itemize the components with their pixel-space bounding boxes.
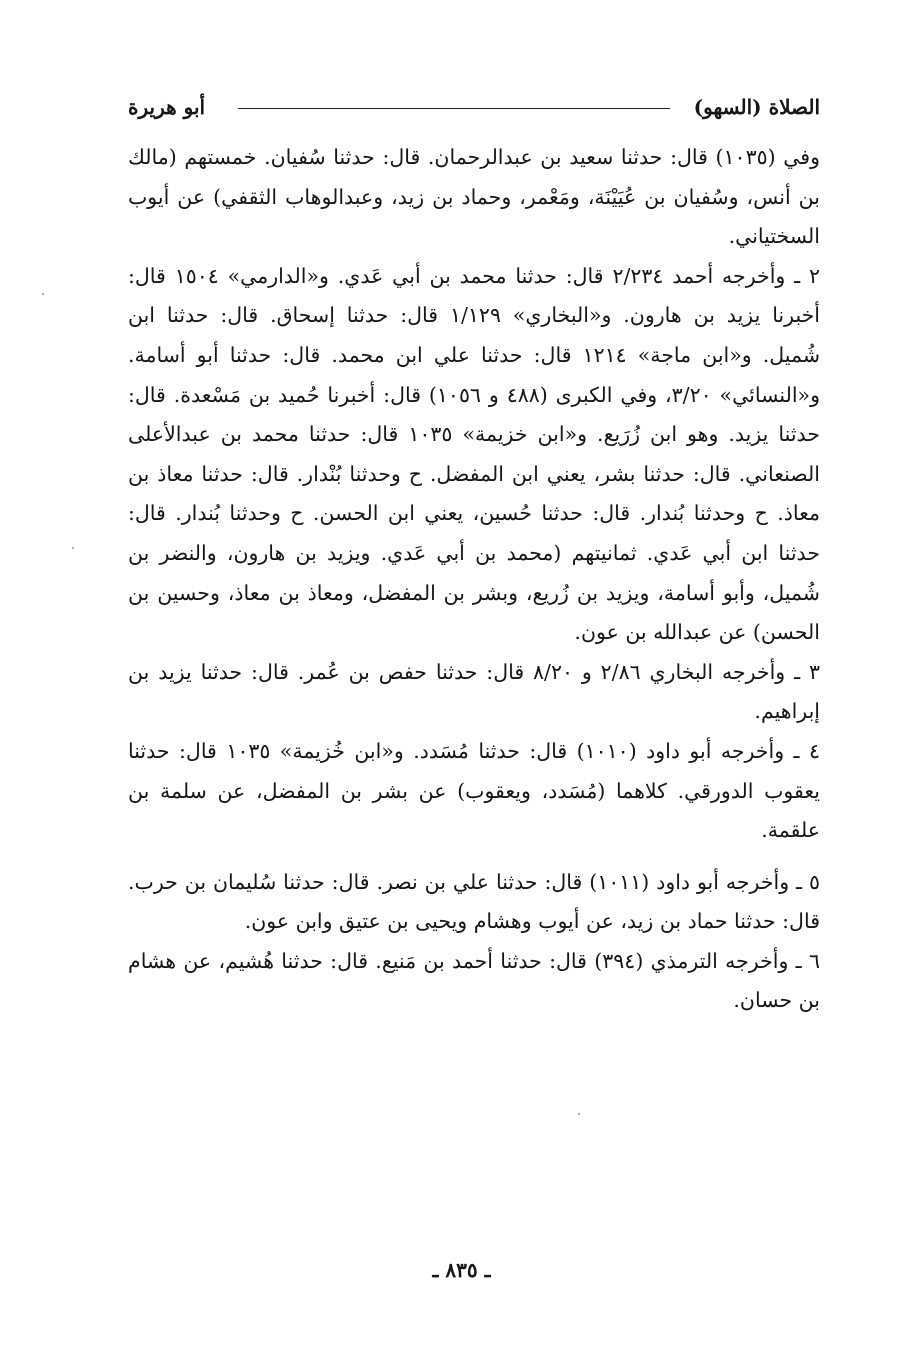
paragraph-4: ٤ ـ وأخرجه أبو داود (١٠١٠) قال: حدثنا مُسَدد. و«ابن خُزيمة» ١٠٣٥ قال: حدثنا يعقوب الدورقي. كلاهما (مُسَدد، ويعقوب) عن بشر بن المفضل، عن سلمة بن علقمة.	[128, 738, 821, 843]
scan-speck	[72, 547, 74, 549]
paragraph-1: وفي (١٠٣٥) قال: حدثنا سعيد بن عبدالرحمان. قال: حدثنا سُفيان. خمستهم (مالك بن أنس، وسُفيان بن عُيَيْنَة، ومَعْمر، وحماد بن زيد، وعبدالوهاب الثقفي) عن أيوب السختياني.	[128, 145, 820, 249]
paragraph-3: ٣ ـ وأخرجه البخاري ٢/٨٦ و ٨/٢٠ قال: حدثنا حفص بن عُمر. قال: حدثنا يزيد بن إبراهيم.	[128, 659, 821, 724]
scan-speck	[42, 293, 44, 295]
section-title: الصلاة (السهو)	[693, 95, 820, 119]
header-rule	[238, 108, 670, 109]
paragraph-2: ٢ ـ وأخرجه أحمد ٢/٢٣٤ قال: حدثنا محمد بن أبي عَدي. و«الدارمي» ١٥٠٤ قال: أخبرنا يزيد بن هارون. و«البخاري» ١/١٢٩ قال: حدثنا إسحاق. قال: حدثنا ابن شُميل. و«ابن ماجة» ١٢١٤ قال: حدثنا علي ابن محمد. قال: حدثنا أبو أسامة. و«النسائي» ٣/٢٠، وفي الكبرى (٤٨٨ و ١٠٥٦) قال: أخبرنا حُميد بن مَسْعدة. قال: حدثنا يزيد. وهو ابن زُرَيع. و«ابن خزيمة» ١٠٣٥ قال: حدثنا محمد بن عبدالأعلى الصنعاني. قال: حدثنا بشر، يعني ابن المفضل. ح وحدثنا بُنْدار. قال: حدثنا معاذ بن معاذ. ح وحدثنا بُندار. قال: حدثنا حُسين، يعني ابن الحسن. ح وحدثنا بُندار. قال: حدثنا ابن أبي عَدي. ثمانيتهم (محمد بن أبي عَدي. ويزيد بن هارون، والنضر بن شُميل، وأبو أسامة، ويزيد بن زُريع، وبشر بن المفضل، ومعاذ بن معاذ، وحسين بن الحسن) عن عبدالله بن عون.	[128, 263, 821, 645]
paragraph-6: ٦ ـ وأخرجه الترمذي (٣٩٤) قال: حدثنا أحمد بن مَنيع. قال: حدثنا هُشيم، عن هشام بن حسان.	[128, 948, 820, 1013]
running-header	[128, 92, 820, 122]
paragraph-5: ٥ ـ وأخرجه أبو داود (١٠١١) قال: حدثنا علي بن نصر. قال: حدثنا سُليمان بن حرب. قال: حدثنا حماد بن زيد، عن أيوب وهشام ويحيى بن عتيق وابن عون.	[128, 869, 820, 934]
scan-speck	[578, 1113, 580, 1115]
page-number: ـ ٨٣٥ ـ	[432, 1258, 491, 1282]
body-text	[128, 138, 820, 1021]
narrator-name: أبو هريرة	[128, 95, 206, 119]
